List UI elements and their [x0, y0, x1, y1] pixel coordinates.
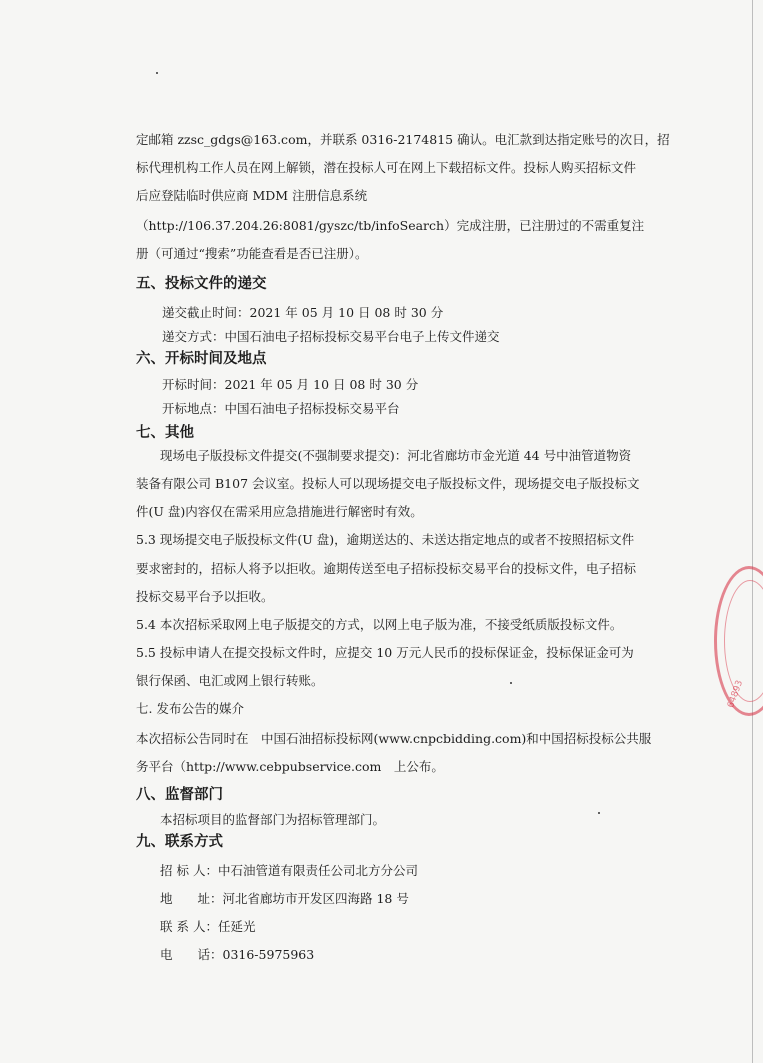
- page-edge-line: [752, 0, 753, 1063]
- body-line-4: （http://106.37.204.26:8081/gyszc/tb/infoSearch）完成注册，已注册过的不需重复注: [136, 218, 645, 233]
- tenderer-line: 招 标 人：中石油管道有限责任公司北方分公司: [160, 863, 418, 878]
- body-line-5: 册（可通过“搜索”功能查看是否已注册）。: [136, 246, 368, 261]
- body-line-2: 标代理机构工作人员在网上解锁，潜在投标人可在网上下载招标文件。投标人购买招标文件: [136, 160, 637, 175]
- scan-speck: [510, 682, 512, 684]
- supervision-line: 本招标项目的监督部门为招标管理部门。: [160, 812, 386, 827]
- body-line-3: 后应登陆临时供应商 MDM 注册信息系统: [136, 188, 368, 203]
- scan-speck: [598, 812, 600, 814]
- phone-line: 电 话：0316-5975963: [160, 947, 315, 962]
- other-line-5: 要求密封的，招标人将予以拒收。逾期传送至电子招标投标交易平台的投标文件，电子招标: [136, 561, 637, 576]
- section-8-heading: 八、监督部门: [136, 786, 223, 803]
- seal-number: 64893: [726, 679, 746, 710]
- other-line-2: 装备有限公司 B107 会议室。投标人可以现场提交电子版投标文件，现场提交电子版投标文: [136, 476, 640, 491]
- section-5-heading: 五、投标文件的递交: [136, 275, 267, 292]
- other-line-9: 银行保函、电汇或网上银行转账。: [136, 673, 324, 688]
- other-line-6: 投标交易平台予以拒收。: [136, 589, 274, 604]
- other-line-4: 5.3 现场提交电子版投标文件(U 盘)，逾期送达的、未送达指定地点的或者不按照招标文件: [136, 532, 635, 547]
- section-6-heading: 六、开标时间及地点: [136, 350, 267, 367]
- submission-deadline: 递交截止时间：2021 年 05 月 10 日 08 时 30 分: [162, 305, 444, 320]
- opening-time: 开标时间：2021 年 05 月 10 日 08 时 30 分: [162, 377, 419, 392]
- media-line-2: 务平台（http://www.cebpubservice.com 上公布。: [136, 759, 444, 774]
- section-9-heading: 九、联系方式: [136, 833, 223, 850]
- scan-speck: [156, 72, 158, 74]
- opening-place: 开标地点：中国石油电子招标投标交易平台: [162, 401, 400, 416]
- section-7-heading: 七、其他: [136, 424, 194, 441]
- other-line-7: 5.4 本次招标采取网上电子版提交的方式，以网上电子版为准，不接受纸质版投标文件。: [136, 617, 623, 632]
- other-line-8: 5.5 投标申请人在提交投标文件时，应提交 10 万元人民币的投标保证金，投标保证金可为: [136, 645, 634, 660]
- contact-line: 联 系 人：任延光: [160, 919, 256, 934]
- media-heading: 七. 发布公告的媒介: [136, 701, 244, 716]
- submission-method: 递交方式：中国石油电子招标投标交易平台电子上传文件递交: [162, 329, 500, 344]
- media-line-1: 本次招标公告同时在 中国石油招标投标网(www.cnpcbidding.com)和中国招标投标公共服: [136, 731, 652, 746]
- other-line-3: 件(U 盘)内容仅在需采用应急措施进行解密时有效。: [136, 504, 423, 519]
- other-line-1: 现场电子版投标文件提交(不强制要求提交)：河北省廊坊市金光道 44 号中油管道物资: [160, 448, 632, 463]
- address-line: 地 址：河北省廊坊市开发区四海路 18 号: [160, 891, 409, 906]
- body-line-1: 定邮箱 zzsc_gdgs@163.com，并联系 0316-2174815 确认。电汇款到达指定账号的次日，招: [136, 132, 670, 147]
